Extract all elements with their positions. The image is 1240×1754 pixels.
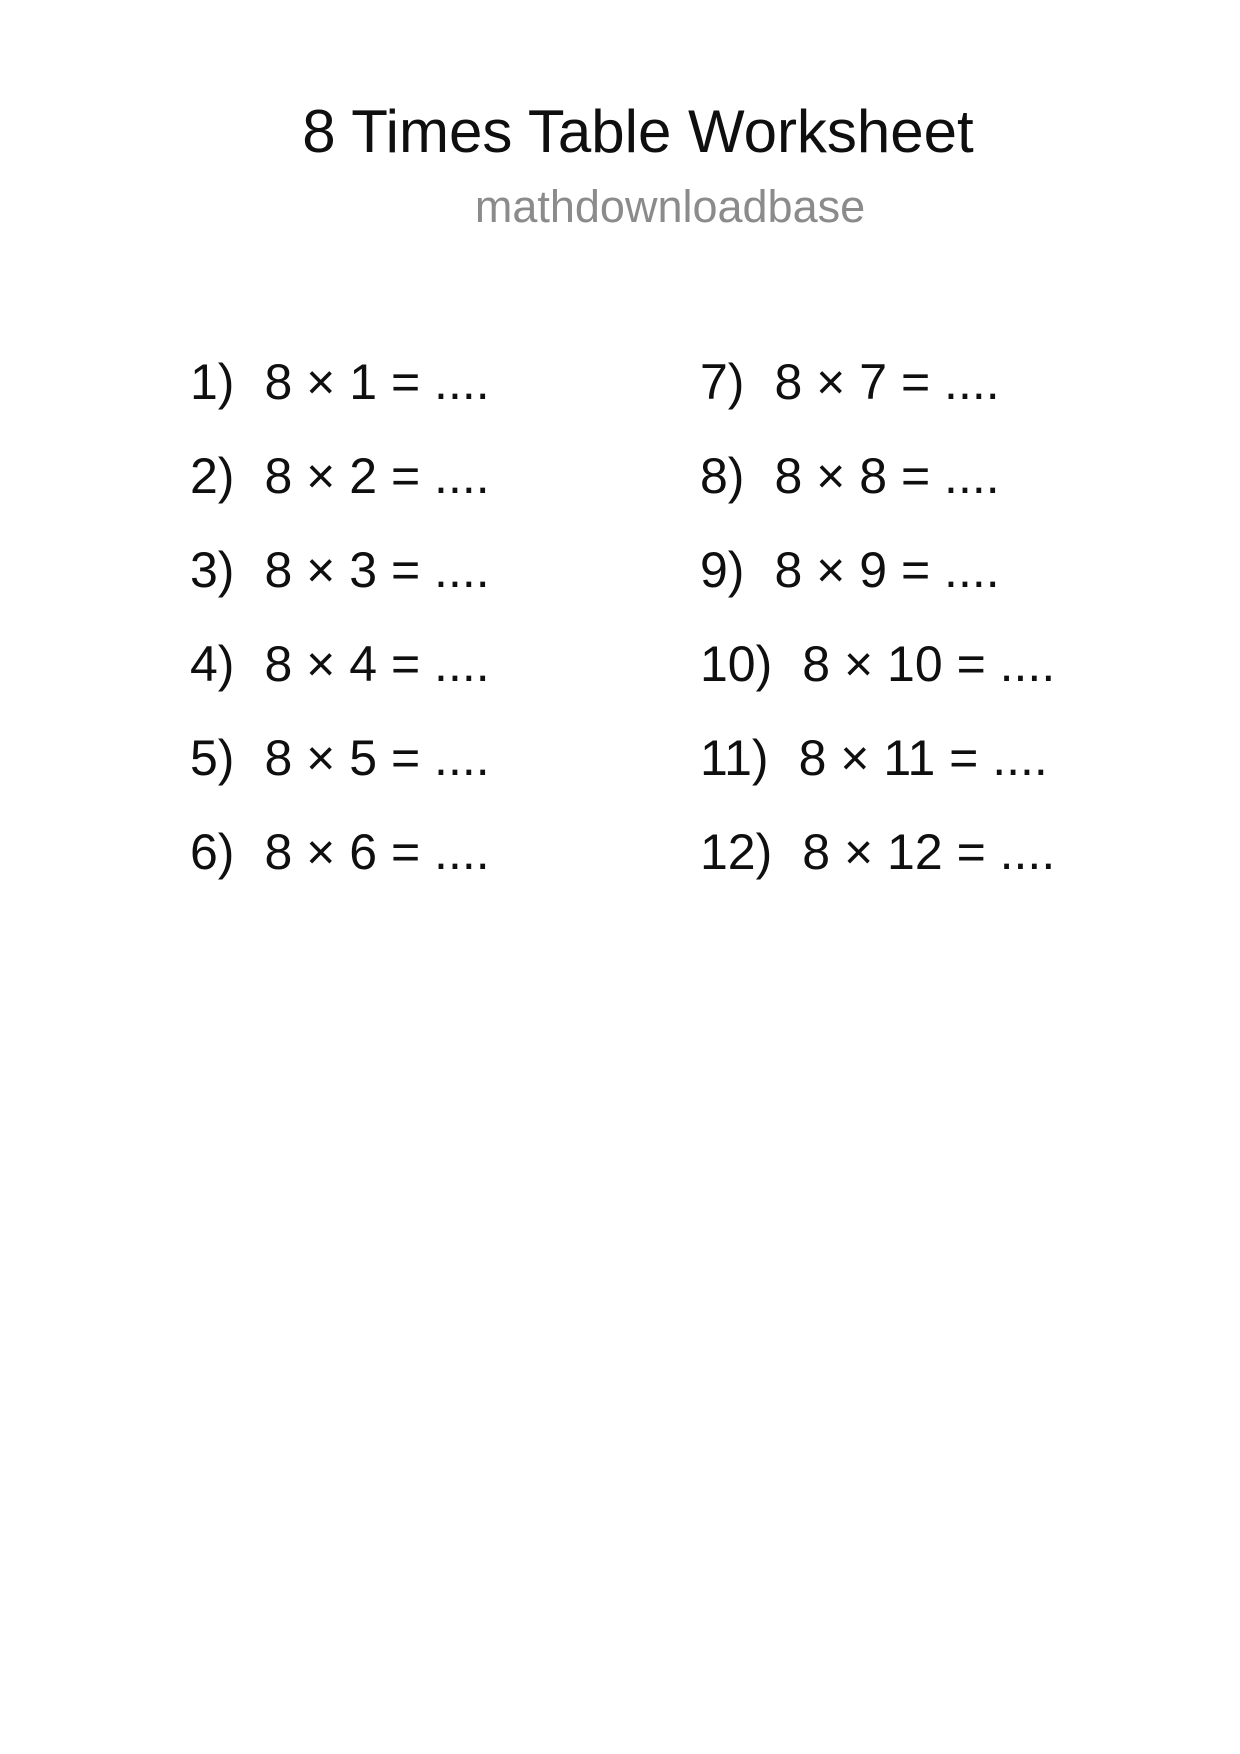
problem-row (190, 617, 700, 711)
problem-expression: 8 × 1 = .... (264, 354, 490, 410)
problem-number: 4) (190, 636, 235, 692)
problem-expression: 8 × 9 = .... (774, 542, 1000, 598)
page-title: 8 Times Table Worksheet (302, 98, 974, 165)
problem-row (700, 805, 1240, 899)
problem-number: 10) (700, 636, 773, 692)
problem-number: 2) (190, 448, 235, 504)
problem-number: 12) (700, 824, 773, 880)
problem-row (700, 617, 1240, 711)
problem-expression: 8 × 3 = .... (264, 542, 490, 598)
problem-expression: 8 × 10 = .... (802, 636, 1056, 692)
problem-row (700, 523, 1240, 617)
problem-row (190, 335, 700, 429)
problems-grid (0, 335, 1240, 899)
problem-number: 11) (700, 730, 769, 786)
problem-row (700, 335, 1240, 429)
problems-column-right (700, 335, 1240, 899)
problem-expression: 8 × 12 = .... (802, 824, 1056, 880)
page-subtitle: mathdownloadbase (474, 181, 866, 232)
problem-row (190, 429, 700, 523)
problem-row (700, 711, 1240, 805)
problem-row (700, 429, 1240, 523)
problem-number: 7) (700, 354, 745, 410)
problems-column-left (190, 335, 700, 899)
problem-expression: 8 × 2 = .... (264, 448, 490, 504)
problem-expression: 8 × 5 = .... (264, 730, 490, 786)
problem-number: 5) (190, 730, 235, 786)
problem-row (190, 805, 700, 899)
problem-expression: 8 × 6 = .... (264, 824, 490, 880)
problem-number: 3) (190, 542, 235, 598)
problem-expression: 8 × 7 = .... (774, 354, 1000, 410)
problem-number: 6) (190, 824, 235, 880)
problem-row (190, 711, 700, 805)
problem-expression: 8 × 11 = .... (798, 730, 1048, 786)
problem-expression: 8 × 4 = .... (264, 636, 490, 692)
problem-number: 1) (190, 354, 235, 410)
problem-number: 9) (700, 542, 745, 598)
problem-row (190, 523, 700, 617)
problem-number: 8) (700, 448, 745, 504)
problem-expression: 8 × 8 = .... (774, 448, 1000, 504)
